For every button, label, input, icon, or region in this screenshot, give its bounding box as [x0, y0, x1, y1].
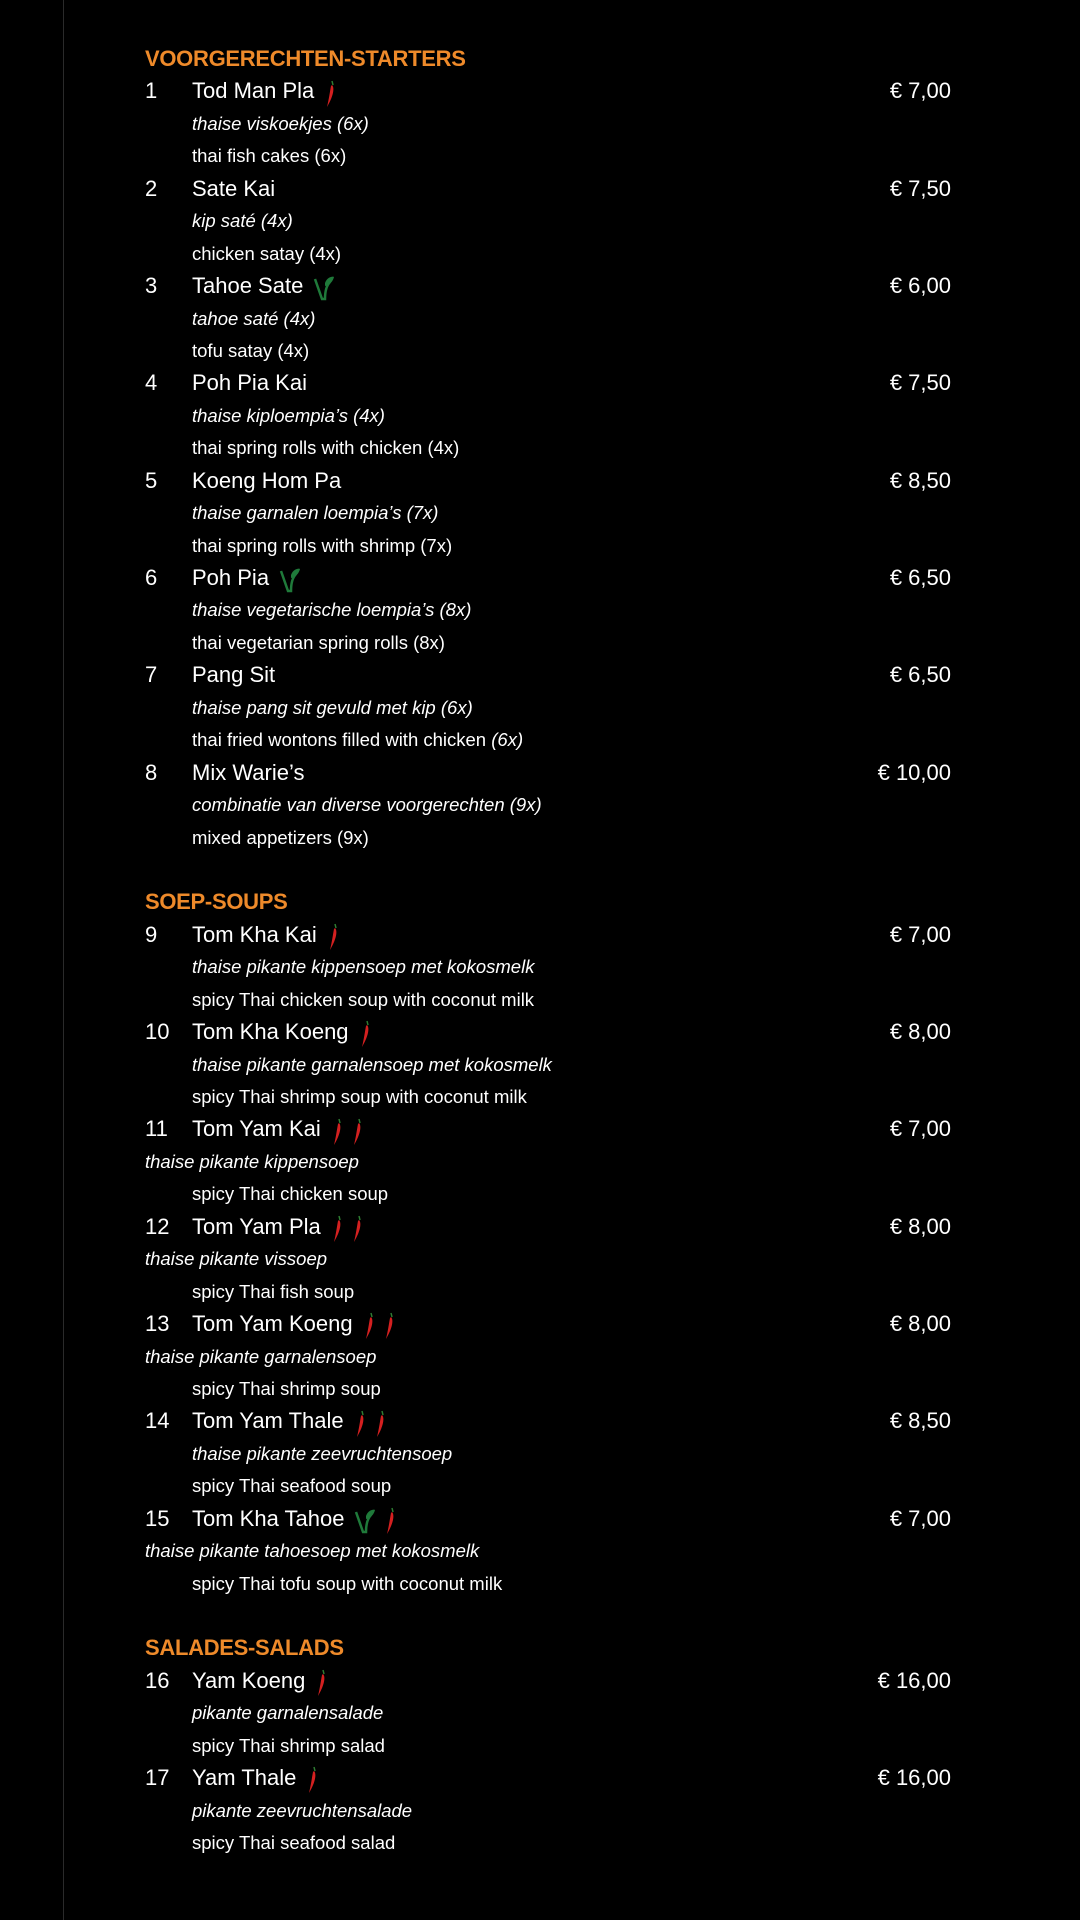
item-price: € 16,00 [877, 1765, 951, 1791]
item-name-wrap [192, 1503, 404, 1536]
item-price: € 7,50 [889, 175, 951, 201]
item-description-english-wrap [192, 1178, 388, 1210]
chili-pepper-icon [331, 1117, 351, 1142]
chili-pepper-icon [306, 1766, 326, 1791]
section-heading-row [0, 43, 1080, 75]
item-name-wrap [192, 659, 275, 691]
item-name: Tom Kha Tahoe [192, 1505, 345, 1531]
item-description-english-wrap [192, 724, 523, 756]
item-price: € 8,00 [889, 1213, 951, 1239]
item-description-english: spicy Thai seafood salad [192, 1832, 396, 1854]
item-icons [313, 271, 343, 303]
item-name: Poh Pia [192, 565, 270, 590]
chili-pepper-icon [384, 1507, 404, 1532]
item-icons [354, 1406, 394, 1438]
item-number: 17 [145, 1765, 170, 1791]
item-price: € 6,00 [889, 273, 951, 299]
item-name: Tom Yam Pla [192, 1213, 321, 1239]
item-price: € 8,50 [889, 467, 951, 493]
menu-item [0, 1405, 1080, 1437]
item-name: Tom Kha Kai [192, 921, 317, 947]
item-description-dutch: pikante garnalensalade [192, 1702, 384, 1724]
item-description-dutch: thaise viskoekjes (6x) [192, 112, 369, 134]
chili-pepper-icon [351, 1215, 371, 1240]
item-description-english: spicy Thai chicken soup with coconut milk [192, 988, 535, 1010]
item-name-wrap [192, 75, 344, 108]
item-description-english: mixed appetizers (9x) [192, 826, 369, 848]
chili-pepper-icon [331, 1215, 351, 1240]
menu-item [0, 367, 1080, 399]
item-number: 10 [145, 1019, 170, 1045]
item-name: Sate Kai [192, 175, 276, 201]
menu-item [0, 757, 1080, 789]
item-description-dutch: thaise pikante vissoep [145, 1248, 328, 1270]
item-name-wrap [192, 757, 304, 789]
item-description-english-wrap [192, 1276, 354, 1308]
section-heading-row [0, 1632, 1080, 1664]
item-number: 8 [145, 759, 158, 785]
item-price: € 6,50 [889, 565, 951, 590]
item-description-dutch: thaise pikante zeevruchtensoep [192, 1442, 453, 1464]
item-description-english: spicy Thai shrimp salad [192, 1734, 385, 1756]
item-description-dutch: pikante zeevruchtensalade [192, 1799, 413, 1821]
item-name: Tod Man Pla [192, 78, 315, 104]
item-number: 5 [145, 467, 158, 493]
item-description-english: spicy Thai chicken soup [192, 1183, 389, 1205]
chili-pepper-icon [315, 1669, 335, 1694]
item-number: 16 [145, 1667, 170, 1693]
item-number: 7 [145, 662, 158, 688]
item-description-english-wrap [192, 822, 369, 854]
menu-item [0, 1016, 1080, 1048]
item-number: 9 [145, 921, 158, 947]
item-description-dutch: thaise kiploempia’s (4x) [192, 404, 385, 426]
item-description-english: thai fried wontons filled with chicken [192, 729, 487, 751]
item-name-wrap [192, 1762, 326, 1795]
menu-item [0, 1665, 1080, 1697]
item-description-english-wrap [192, 1568, 502, 1600]
item-price: € 16,00 [877, 1667, 951, 1693]
item-description-dutch: thaise pikante kippensoep met kokosmelk [192, 956, 535, 978]
chili-pepper-icon [324, 79, 344, 104]
item-description-english-wrap [192, 1827, 395, 1859]
item-name: Tom Yam Kai [192, 1116, 321, 1142]
item-description-dutch: combinatie van diverse voorgerechten (9x) [192, 794, 542, 816]
item-price: € 7,00 [889, 921, 951, 947]
item-number: 6 [145, 565, 158, 590]
item-number: 1 [145, 78, 158, 104]
item-description-english-wrap [192, 627, 445, 659]
item-description-english-wrap [192, 984, 534, 1016]
item-description-english: spicy Thai fish soup [192, 1280, 355, 1302]
item-number: 2 [145, 175, 158, 201]
menu-item [0, 1503, 1080, 1535]
item-icons [331, 1114, 371, 1146]
item-price: € 7,00 [889, 78, 951, 104]
item-name-wrap [192, 1405, 394, 1438]
item-name: Poh Pia Kai [192, 370, 307, 396]
item-description-english: thai spring rolls with chicken (4x) [192, 437, 460, 459]
item-description-english: tofu satay (4x) [192, 339, 310, 361]
item-price: € 7,00 [889, 1505, 951, 1531]
item-description-dutch: thaise vegetarische loempia’s (8x) [192, 599, 472, 621]
vegetarian-leaf-icon [313, 274, 343, 299]
vegetarian-leaf-icon [279, 566, 309, 591]
item-description-dutch: thaise pikante garnalensoep met kokosmelk [192, 1053, 552, 1075]
chili-pepper-icon [327, 923, 347, 948]
menu-item [0, 1308, 1080, 1340]
item-name: Yam Koeng [192, 1667, 306, 1693]
item-description-english-wrap [192, 1470, 391, 1502]
item-description-english-wrap [192, 140, 346, 172]
item-number: 11 [145, 1116, 168, 1142]
item-description-english: chicken satay (4x) [192, 242, 342, 264]
item-name-wrap [192, 465, 341, 497]
item-description-english-wrap [192, 530, 452, 562]
item-icons [279, 563, 309, 595]
chili-pepper-icon [351, 1117, 371, 1142]
item-icons [359, 1017, 379, 1049]
item-description-english: spicy Thai seafood soup [192, 1475, 392, 1497]
item-name-wrap [192, 270, 343, 303]
item-description-english: spicy Thai tofu soup with coconut milk [192, 1572, 503, 1594]
menu [0, 43, 1080, 1860]
item-icons [363, 1309, 403, 1341]
item-price: € 8,00 [889, 1311, 951, 1337]
item-icons [306, 1763, 326, 1795]
item-description-english-wrap [192, 432, 459, 464]
menu-item [0, 1211, 1080, 1243]
item-name-wrap [192, 919, 347, 952]
menu-item [0, 919, 1080, 951]
item-description-dutch: thaise pikante kippensoep [145, 1150, 359, 1172]
item-description-english-wrap [192, 1730, 385, 1762]
item-number: 15 [145, 1505, 170, 1531]
item-icons [315, 1666, 335, 1698]
item-name: Koeng Hom Pa [192, 467, 342, 493]
item-name-wrap [192, 1211, 371, 1244]
item-icons [331, 1212, 371, 1244]
menu-item [0, 562, 1080, 594]
menu-item [0, 1762, 1080, 1794]
item-description-dutch: kip saté (4x) [192, 210, 293, 232]
item-number: 3 [145, 273, 158, 299]
section-heading: SALADES-SALADS [145, 1635, 344, 1661]
item-number: 12 [145, 1213, 170, 1239]
item-description-english: spicy Thai shrimp soup [192, 1377, 381, 1399]
item-description-english: thai spring rolls with shrimp (7x) [192, 534, 453, 556]
item-description-dutch: thaise pang sit gevuld met kip (6x) [192, 696, 473, 718]
item-name-wrap [192, 1113, 371, 1146]
item-number: 4 [145, 370, 158, 396]
item-description-english-wrap [192, 335, 309, 367]
item-name: Pang Sit [192, 662, 276, 688]
item-description-english: thai vegetarian spring rolls (8x) [192, 631, 445, 653]
item-name-wrap [192, 367, 307, 399]
item-description-english-wrap [192, 238, 341, 270]
item-name-wrap [192, 562, 309, 595]
item-name: Tom Kha Koeng [192, 1019, 349, 1045]
item-price: € 7,00 [889, 1116, 951, 1142]
chili-pepper-icon [374, 1409, 394, 1434]
item-price: € 10,00 [877, 759, 951, 785]
item-description-suffix: (6x) [491, 729, 524, 751]
item-name-wrap [192, 1665, 335, 1698]
item-description-english-wrap [192, 1373, 381, 1405]
item-name: Yam Thale [192, 1765, 297, 1791]
chili-pepper-icon [359, 1020, 379, 1045]
item-name-wrap [192, 1016, 379, 1049]
item-description-dutch: tahoe saté (4x) [192, 307, 316, 329]
item-description-dutch: thaise pikante tahoesoep met kokosmelk [145, 1540, 480, 1562]
chili-pepper-icon [354, 1409, 374, 1434]
item-name-wrap [192, 173, 275, 205]
item-description-dutch: thaise pikante garnalensoep [145, 1345, 377, 1367]
menu-item [0, 270, 1080, 302]
item-price: € 8,00 [889, 1019, 951, 1045]
menu-item [0, 659, 1080, 691]
item-name: Mix Warie’s [192, 759, 305, 785]
item-number: 14 [145, 1408, 170, 1434]
item-description-english: spicy Thai shrimp soup with coconut milk [192, 1086, 527, 1107]
item-description-dutch: thaise garnalen loempia’s (7x) [192, 502, 439, 524]
section-heading: VOORGERECHTEN-STARTERS [145, 46, 466, 71]
chili-pepper-icon [363, 1312, 383, 1337]
menu-item [0, 465, 1080, 497]
item-name-wrap [192, 1308, 403, 1341]
item-icons [324, 76, 344, 108]
item-description-english-wrap [192, 1081, 527, 1113]
item-price: € 6,50 [889, 662, 951, 688]
item-price: € 8,50 [889, 1408, 951, 1434]
item-name: Tahoe Sate [192, 273, 304, 299]
section-heading-row [0, 886, 1080, 918]
item-name: Tom Yam Thale [192, 1408, 344, 1434]
menu-item [0, 173, 1080, 205]
item-name: Tom Yam Koeng [192, 1311, 353, 1337]
menu-item [0, 1113, 1080, 1145]
chili-pepper-icon [383, 1312, 403, 1337]
item-description-english: thai fish cakes (6x) [192, 145, 347, 167]
item-number: 13 [145, 1311, 170, 1337]
item-price: € 7,50 [889, 370, 951, 396]
item-icons [327, 920, 347, 952]
vegetarian-leaf-icon [354, 1507, 384, 1532]
section-heading: SOEP-SOUPS [145, 889, 288, 915]
menu-item [0, 75, 1080, 107]
item-icons [354, 1504, 404, 1536]
